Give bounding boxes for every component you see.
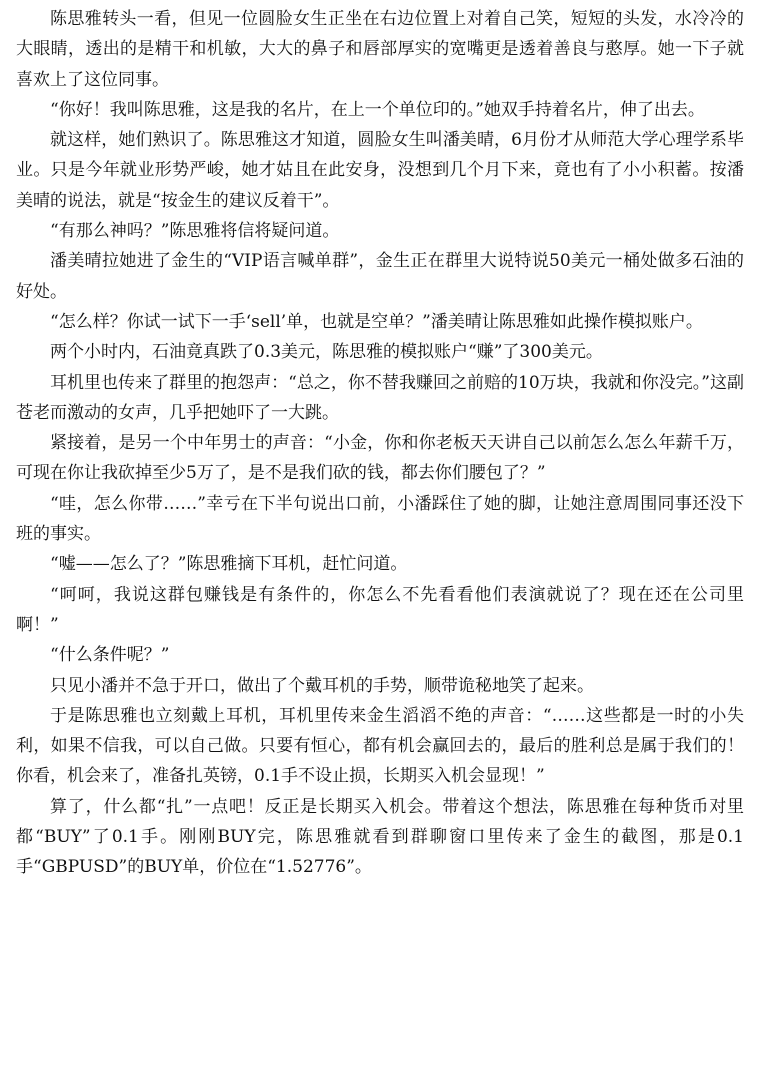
paragraph: “你好！我叫陈思雅，这是我的名片，在上一个单位印的。”她双手持着名片，伸了出去。 <box>50 99 705 120</box>
paragraph: “嘘——怎么了？”陈思雅摘下耳机，赶忙问道。 <box>50 554 408 575</box>
paragraph: 就这样，她们熟识了。陈思雅这才知道，圆脸女生叫潘美晴，6月份才从师范大学心理学系毕业。只是今年就业形势严峻，她才姑且在此安身，没想到几个月下来，竟也有了小小积蓄。按潘美晴的说法，就是“按金生的建议反着干”。 <box>16 130 744 211</box>
paragraph: “呵呵，我说这群包赚钱是有条件的，你怎么不先看看他们表演就说了？现在还在公司里啊！” <box>16 584 744 635</box>
paragraph: 耳机里也传来了群里的抱怨声：“总之，你不替我赚回之前赔的10万块，我就和你没完。”这副苍老而激动的女声，几乎把她吓了一大跳。 <box>16 372 744 423</box>
paragraph: 紧接着，是另一个中年男士的声音：“小金，你和你老板天天讲自己以前怎么怎么年薪千万，可现在你让我砍掉至少5万了，是不是我们砍的钱，都去你们腰包了？” <box>16 433 744 484</box>
paragraph: “什么条件呢？” <box>50 645 170 666</box>
text-body <box>16 4 744 883</box>
paragraph: “怎么样？你试一试下一手‘sell’单，也就是空单？”潘美晴让陈思雅如此操作模拟账户。 <box>50 311 703 332</box>
paragraph: 算了，什么都“扎”一点吧！反正是长期买入机会。带着这个想法，陈思雅在每种货币对里都“BUY”了0.1手。刚刚BUY完，陈思雅就看到群聊窗口里传来了金生的截图，那是0.1手“GBPUSD”的BUY单，价位在“1.52776”。 <box>16 796 744 878</box>
paragraph: 只见小潘并不急于开口，做出了个戴耳机的手势，顺带诡秘地笑了起来。 <box>50 675 594 696</box>
paragraph: 潘美晴拉她进了金生的“VIP语言喊单群”，金生正在群里大说特说50美元一桶处做多石油的好处。 <box>16 251 744 302</box>
paragraph: 两个小时内，石油竟真跌了0.3美元，陈思雅的模拟账户“赚”了300美元。 <box>50 342 603 363</box>
paragraph: 陈思雅转头一看，但见一位圆脸女生正坐在右边位置上对着自己笑，短短的头发，水冷冷的大眼睛，透出的是精干和机敏，大大的鼻子和唇部厚实的宽嘴更是透着善良与憨厚。她一下子就喜欢上了这位同事。 <box>16 9 744 90</box>
paragraph: “哇，怎么你带……”幸亏在下半句说出口前，小潘踩住了她的脚，让她注意周围同事还没下班的事实。 <box>16 493 744 545</box>
paragraph: “有那么神吗？”陈思雅将信将疑问道。 <box>50 221 340 242</box>
paragraph: 于是陈思雅也立刻戴上耳机，耳机里传来金生滔滔不绝的声音：“……这些都是一时的小失利，如果不信我，可以自己做。只要有恒心，都有机会赢回去的，最后的胜利总是属于我们的！你看，机会来了，准备扎英镑，0.1手不设止损，长期买入机会显现！” <box>16 705 744 787</box>
